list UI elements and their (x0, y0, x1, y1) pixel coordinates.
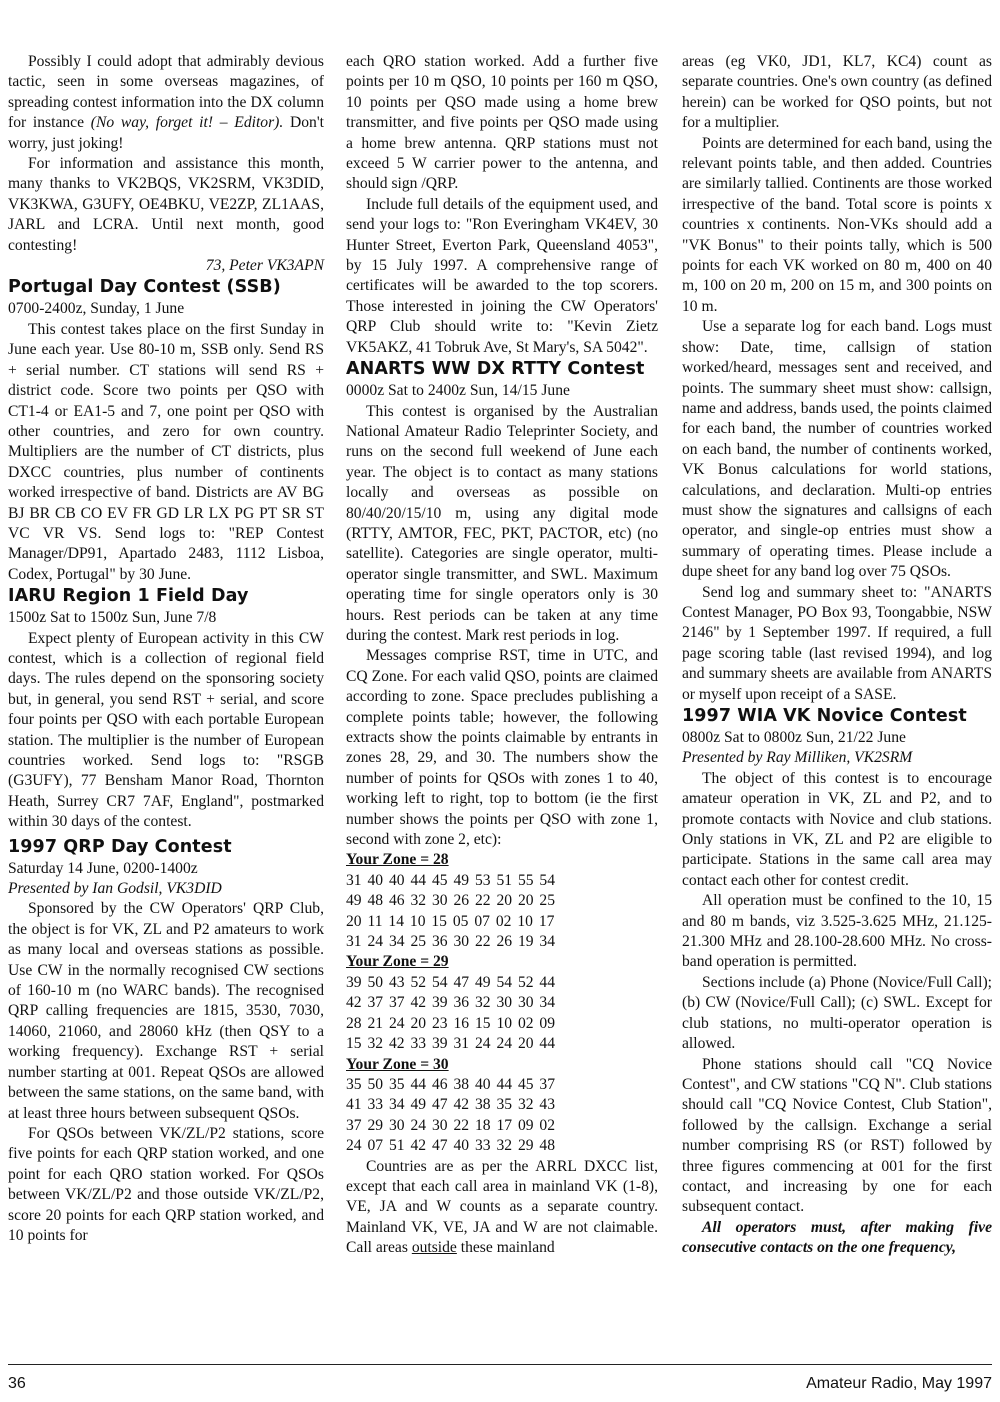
zone-row: 31 24 34 25 36 30 22 26 19 34 (346, 933, 556, 951)
editor-note: (No way, forget it! – Editor). (90, 114, 284, 132)
zone-row: 37 29 30 24 30 22 18 17 09 02 (346, 1116, 556, 1134)
zone-table-30 (346, 1055, 658, 1157)
novice-paragraph-3: Sections include (a) Phone (Novice/Full Call); (b) CW (Novice/Full Call); (c) SWL. Except for club stations, no multi-operator operation is allowed. (682, 973, 992, 1053)
zone-row: 15 32 42 33 39 31 24 24 20 44 (346, 1035, 556, 1053)
column-2 (346, 52, 658, 1259)
zone-row: 20 11 14 10 15 05 07 02 10 17 (346, 912, 555, 930)
qrp-paragraph-4: Include full details of the equipment used, and send your logs to: "Ron Everingham VK4EV, 30 Hunter Street, Everton Park, Queensland 4053", by 15 July 1997. A comprehensive range of certificates will be awarded to the top scorers. Those interested in joining the CW Operators' QRP Club should write to: "Kevin Zietz VK5AKZ, 41 Tobruk Ave, St Mary's, SA 5042". (346, 195, 658, 356)
publication-footer: Amateur Radio, May 1997 (806, 1375, 992, 1392)
zone-row: 41 33 34 49 47 42 38 35 32 43 (346, 1096, 556, 1114)
qrp-paragraph-1: Sponsored by the CW Operators' QRP Club, the object is for VK, ZL and P2 amateurs to work as many local and overseas stations as possible. Use CW in the normally recognised CW sections of 160-10 m (no WARC bands). The recognised QRP calling frequencies are 1815, 3530, 7030, 14060, 21060, and 28060 kHz (then QSY to a working frequency). Exchange RST + serial number starting at 001. Repeat QSOs are allowed between the same stations, on the same band, with at least three hours between subsequent QSOs. (8, 900, 324, 1122)
anarts-paragraph-7: Send log and summary sheet to: "ANARTS Contest Manager, PO Box 93, Toongabbie, NSW 2146" by 1 September 1997. If required, a full page scoring table (last revised 1994), and log and summary sheets are available from ANARTS or myself upon receipt of a SASE. (682, 583, 992, 703)
footer-rule (8, 1364, 992, 1365)
column-3 (682, 52, 992, 1259)
portugal-schedule: 0700-2400z, Sunday, 1 June (8, 300, 185, 318)
portugal-body: This contest takes place on the first Sunday in June each year. Use 80-10 m, SSB only. Send RS + serial number. CT stations will send RS + district code. Score two points per QSO with CT1-4 or EA1-5 and 7, one point per QSO with other countries, and zero for own country. Multipliers are the number of CT districts, plus DXCC countries, plus number of continents worked irrespective of band. Districts are AV BG BJ BR CB CO EV FR GD LR LX PG PT SR ST VC VR VS. Send logs to: "REP Contest Manager/DP91, Apartado 2483, 1112 Lisboa, Codex, Portugal" by 30 June. (8, 320, 324, 583)
novice-presenter: Presented by Ray Milliken, VK2SRM (682, 749, 913, 767)
novice-heading: 1997 WIA VK Novice Contest (682, 706, 967, 726)
qrp-paragraph-2: For QSOs between VK/ZL/P2 stations, score five points for each QRP station worked, and one point for each QRO station worked. For QSOs between VK/ZL/P2 and those outside VK/ZL/P2, score 20 points for each QRP station worked, and 10 points for (8, 1124, 324, 1244)
zone-row: 49 48 46 32 30 26 22 20 20 25 (346, 892, 556, 910)
page-number: 36 (8, 1375, 26, 1392)
iaru-schedule: 1500z Sat to 1500z Sun, June 7/8 (8, 609, 217, 627)
author-signature: 73, Peter VK3APN (205, 257, 324, 275)
qrp-paragraph-3: each QRO station worked. Add a further five points per 10 m QSO, 10 points per 160 m QSO, 10 points per QSO made using a home brew transmitter, and five points per QSO made using a home brew antenna. QRP stations must not exceed 5 W carrier power to the antenna, and should sign /QRP. (346, 53, 658, 193)
qrp-schedule: Saturday 14 June, 0200-1400z (8, 859, 198, 877)
thanks-paragraph: For information and assistance this month, many thanks to VK2BQS, VK2SRM, VK3DID, VK3KWA, G3UFY, OE4BKU, VE2ZP, ZL1AAS, JARL and LCRA. Until next month, good contesting! (8, 155, 324, 254)
anarts-paragraph-6: Use a separate log for each band. Logs must show: Date, time, callsign of station worked/heard, messages sent and received, and points. The summary sheet must show: callsign, name and address, bands used, the points claimed for each band, the number of countries worked on each band, the number of continents worked, VK Bonus calculations for world stations, calculations, and declaration. Multi-op entries must show the signatures and callsigns of each operator, and single-op entries must show a summary of operating times. Please include a dupe sheet for any band log over 75 QSOs. (682, 318, 992, 581)
zone-title: Your Zone = 29 (346, 953, 449, 971)
qrp-heading: 1997 QRP Day Contest (8, 836, 232, 857)
anarts-paragraph-4: areas (eg VK0, JD1, KL7, KC4) count as separate countries. One's own country (as defined herein) can be worked for QSO points, but not for a multiplier. (682, 53, 992, 132)
portugal-heading: Portugal Day Contest (SSB) (8, 277, 281, 298)
anarts-paragraph-3: Countries are as per the ARRL DXCC list, except that each call area in mainland VK (1-8), VE, JA and W counts as a separate country. Mainland VK, VE, JA and W are not claimable. Call areas outside these mainland (346, 1157, 658, 1257)
anarts-paragraph-1: This contest is organised by the Australian National Amateur Radio Teleprinter Society, and runs on the second full weekend of June each year. The object is to contact as many stations locally and overseas as possible on 80/40/20/15/10 m, using any digital mode (RTTY, AMTOR, FEC, PKT, PACTOR, etc) (no satellite). Categories are single operator, multi-operator single transmitter, and SWL. Maximum operating time for single operators only is 30 hours. Rest periods can be taken at any time during the contest. Mark rest periods in log. (346, 402, 658, 644)
anarts-schedule: 0000z Sat to 2400z Sun, 14/15 June (346, 382, 570, 400)
novice-paragraph-1: The object of this contest is to encourage amateur operation in VK, ZL and P2, and to promote contacts with Novice and club stations. Only stations in VK, ZL and P2 are eligible to participate. Stations in the same call area may contact each other for contest credit. (682, 769, 992, 889)
anarts-paragraph-2: Messages comprise RST, time in UTC, and CQ Zone. For each valid QSO, points are claimed according to zone. Space precludes publishing a complete points table; however, the following extracts show the points claimable by entrants in zones 28, 29, and 30. The numbers show the number of points for QSOs with zones 1 to 40, working left to right, top to bottom (ie the first number shows the points per QSO with zone 1, second with zone 2, etc): (346, 647, 658, 849)
zone-table-28 (346, 850, 658, 952)
anarts-paragraph-5: Points are determined for each band, using the relevant points table, and then added. Countries are similarly tallied. Continents are those worked irrespective of the band. Total score is points x countries x continents. Non-VKs should add a "VK Bonus" to their points tally, which is 500 points for each VK worked on 80 m, 400 on 40 m, 100 on 20 m, 200 on 15 m, and 300 points on 10 m. (682, 134, 992, 315)
zone-row: 42 37 37 42 39 36 32 30 30 34 (346, 994, 556, 1012)
novice-paragraph-5: All operators must, after making five consecutive contacts on the one frequency, (682, 1218, 992, 1257)
underlined-word: outside (411, 1239, 457, 1257)
zone-title: Your Zone = 28 (346, 851, 449, 869)
qrp-presenter: Presented by Ian Godsil, VK3DID (8, 880, 222, 898)
zone-row: 39 50 43 52 54 47 49 54 52 44 (346, 973, 556, 991)
zone-title: Your Zone = 30 (346, 1055, 449, 1073)
zone-row: 28 21 24 20 23 16 15 10 02 09 (346, 1014, 556, 1032)
column-1 (8, 52, 324, 1246)
zone-row: 35 50 35 44 46 38 40 44 45 37 (346, 1075, 556, 1093)
iaru-heading: IARU Region 1 Field Day (8, 586, 249, 607)
zone-row: 24 07 51 42 47 40 33 32 29 48 (346, 1137, 556, 1155)
novice-paragraph-2: All operation must be confined to the 10, 15 and 80 m bands, viz 3.525-3.625 MHz, 21.125-21.300 MHz and 28.100-28.600 MHz. No cross-band operation is permitted. (682, 892, 992, 971)
novice-schedule: 0800z Sat to 0800z Sun, 21/22 June (682, 729, 906, 746)
anarts-heading: ANARTS WW DX RTTY Contest (346, 359, 645, 380)
zone-table-29 (346, 952, 658, 1054)
novice-paragraph-4: Phone stations should call "CQ Novice Contest", and CW stations "CQ N". Club stations should call "CQ Novice Contest, Club Station", followed by the callsign. Exchange a serial number comprising RS (or RST) followed by three figures commencing at 001 for the first contact, and increasing by one for each subsequent contact. (682, 1055, 992, 1216)
iaru-body: Expect plenty of European activity in this CW contest, which is a collection of regional field days. The rules depend on the sponsoring society but, in general, you send RST + serial, and score four points per QSO with each portable European station. The multiplier is the number of European countries worked. Send logs to: "RSGB (G3UFY), 77 Bensham Manor Road, Thornton Heath, Surrey CR7 7AF, England", postmarked within 30 days of the contest. (8, 629, 324, 831)
intro-paragraph: Possibly I could adopt that admirably devious tactic, seen in some overseas magazines, of spreading contest information into the DX column for instance (No way, forget it! – Editor). Don't worry, just joking! (8, 53, 324, 152)
zone-row: 31 40 40 44 45 49 53 51 55 54 (346, 871, 556, 889)
